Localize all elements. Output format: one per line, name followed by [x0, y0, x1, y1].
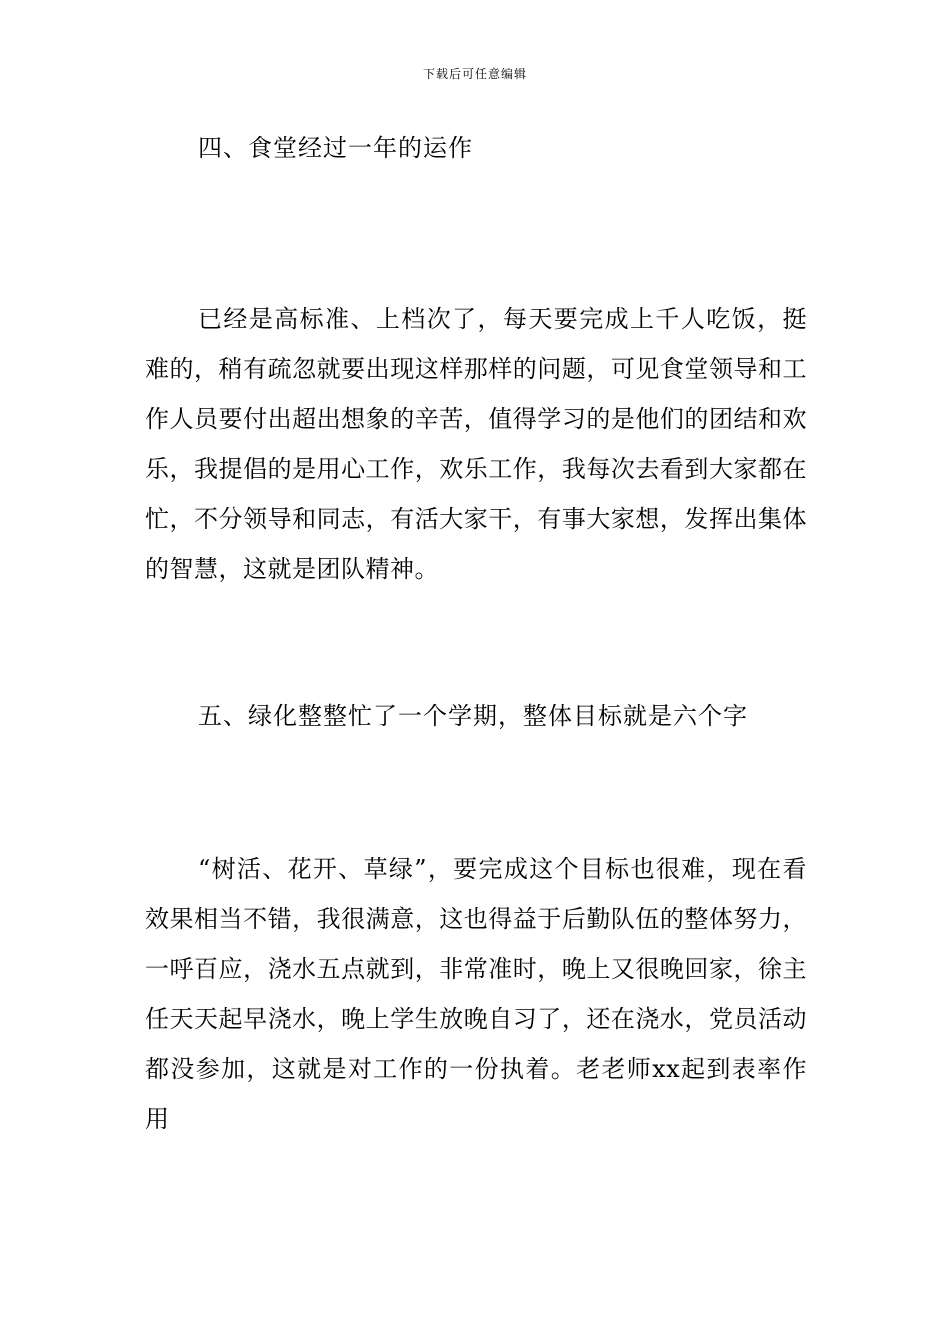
document-body — [145, 130, 807, 1144]
page-header-note: 下载后可任意编辑 — [422, 67, 527, 81]
section-paragraph-canteen: 已经是高标准、上档次了，每天要完成上千人吃饭，挺难的，稍有疏忽就要出现这样那样的问题，可见食堂领导和工作人员要付出超出想象的辛苦，值得学习的是他们的团结和欢乐，我提倡的是用心工作，欢乐工作，我每次去看到大家都在忙，不分领导和同志，有活大家干，有事大家想，发挥出集体的智慧，这就是团队精神。 — [145, 305, 807, 583]
section-paragraph-greening: “树活、花开、草绿”，要完成这个目标也很难，现在看效果相当不错，我很满意，这也得益于后勤队伍的整体努力，一呼百应，浇水五点就到，非常准时，晚上又很晚回家，徐主任天天起早浇水，晚上学生放晚自习了，还在浇水，党员活动都没参加，这就是对工作的一份执着。老老师xx起到表率作用 — [145, 855, 807, 1133]
section-heading-canteen: 四、食堂经过一年的运作 — [198, 134, 473, 162]
section-heading-greening: 五、绿化整整忙了一个学期，整体目标就是六个字 — [198, 702, 748, 730]
